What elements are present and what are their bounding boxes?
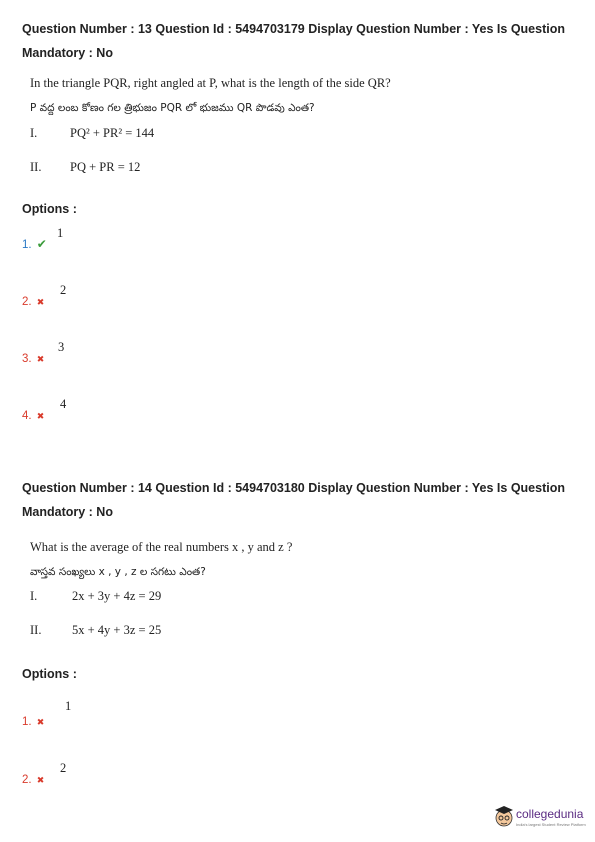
- option-2[interactable]: [22, 768, 44, 787]
- statement-text: 5x + 4y + 3z = 25: [72, 623, 162, 637]
- cross-icon: ✖: [36, 718, 45, 728]
- statement-label: II.: [30, 623, 42, 637]
- logo-tagline: India's largest Student Review Platform: [516, 822, 586, 827]
- cross-icon: ✖: [36, 776, 45, 786]
- option-value: 2: [60, 761, 67, 775]
- statement-text: PQ + PR = 12: [70, 160, 141, 174]
- option-value: 1: [57, 226, 64, 240]
- question-14-header-line1: Question Number : 14 Question Id : 5494703180 Display Question Number : Yes Is Question: [22, 481, 565, 495]
- question-14-header-line2: Mandatory : No: [22, 505, 113, 519]
- option-2[interactable]: [22, 290, 44, 309]
- options-title: Options :: [22, 667, 77, 681]
- statement-label: I.: [30, 126, 38, 140]
- option-1[interactable]: [22, 710, 44, 729]
- option-value: 3: [58, 340, 65, 354]
- option-number: 3.: [22, 353, 32, 365]
- collegedunia-logo: [494, 803, 590, 833]
- check-icon: ✔: [36, 237, 47, 251]
- statement-label: II.: [30, 160, 42, 174]
- option-number: 2.: [22, 296, 32, 308]
- statement-text: PQ² + PR² = 144: [70, 126, 155, 140]
- option-number: 1.: [22, 716, 32, 728]
- option-4[interactable]: [22, 404, 44, 423]
- option-number: 2.: [22, 774, 32, 786]
- question-13-text-en: In the triangle PQR, right angled at P, what is the length of the side QR?: [30, 76, 391, 90]
- question-14-text-en: What is the average of the real numbers x , y and z ?: [30, 540, 293, 554]
- cross-icon: ✖: [36, 298, 45, 308]
- option-value: 1: [65, 699, 72, 713]
- option-value: 4: [60, 397, 67, 411]
- question-13-text-te: P వద్ద లంబ కోణం గల త్రిభుజం PQR లో భుజము QR పొడవు ఎంత?: [30, 102, 315, 114]
- question-14-text-te: వాస్తవ సంఖ్యలు x , y , z ల సగటు ఎంత?: [30, 566, 206, 578]
- option-number: 1.: [22, 239, 32, 251]
- statement-label: I.: [30, 589, 38, 603]
- question-13-header-line2: Mandatory : No: [22, 46, 113, 60]
- cross-icon: ✖: [36, 412, 45, 422]
- logo-text: collegedunia: [516, 807, 584, 821]
- mascot-icon: [494, 805, 514, 829]
- cross-icon: ✖: [36, 355, 45, 365]
- question-13-header-line1: Question Number : 13 Question Id : 5494703179 Display Question Number : Yes Is Question: [22, 22, 565, 36]
- option-value: 2: [60, 283, 67, 297]
- options-title: Options :: [22, 202, 77, 216]
- option-1[interactable]: [22, 233, 47, 252]
- option-3[interactable]: [22, 347, 44, 366]
- statement-text: 2x + 3y + 4z = 29: [72, 589, 162, 603]
- option-number: 4.: [22, 410, 32, 422]
